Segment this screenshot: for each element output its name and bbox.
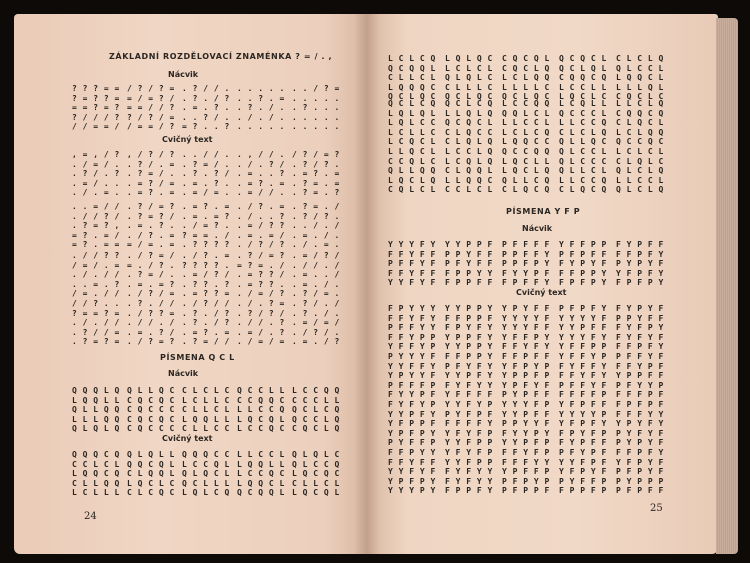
exercise-column: L C L C L C L Q L C Q L C L Q L L C C L Q L C L Q xyxy=(616,147,664,195)
section-heading-yfp: PÍSMENA Y F P xyxy=(506,207,581,216)
exercise-column: . / ? . = ? ? ? ? . . = / ? / . ? ? . ? . = ? ? = xyxy=(182,251,230,299)
exercise-column: Q C L C Q L L Q L Q Q C Q C L C L Q C C C L Q L Q xyxy=(445,99,493,147)
exercise-column: . / . ? = . ? / ? / . / / . ? . = / . ? . / = / = xyxy=(237,299,285,347)
exercise-column: . ? = . / . ? / ? . . . / . / . = . / . . / . = . xyxy=(292,202,340,250)
exercise-column: Y F Y F P Y Y F P P F Y F Y Y F Y F Y Y F P P F Y xyxy=(445,448,493,496)
exercise-column: Q L C C L Q L C C C Q L L C L L L C C Q C L Q C Q xyxy=(559,147,607,195)
exercise-column: Q C C L L C C Q Q C L L C C Q L Q C Q L L C C Q C xyxy=(237,386,285,434)
exercise-column: / ? / ? = = / = ? / = = / / ? ? / ? / = / = = / ? xyxy=(127,84,175,132)
exercise-column: . , / / . . / . ? / . = . . ? . = ? . = . = / / . xyxy=(237,150,285,198)
exercise-column: . / ? = / = . / ? . . ? = / . . = . = ? . / ? / = xyxy=(127,251,175,299)
page-number: 25 xyxy=(650,503,663,514)
exercise-column: F F P P Y P F Y F Y Y Y P F Y F Y F Y Y Y F F F F xyxy=(445,352,493,400)
exercise-column: P F P F Y Y Y Y Y F Y Y P F F Y Y Y F Y Y F F P P xyxy=(559,304,607,352)
exercise-column: . . / / . . ? = / . . ? . ? / . = . ? . . = / = . xyxy=(182,150,230,198)
exercise-column: L C L C Q Q C Q Q L C L L C L L Q Q Q C Q C L Q C xyxy=(388,54,436,102)
exercise-column: ? ? ? = = ? = ? ? = = = ? = ? ? / / / ? / / = = / xyxy=(72,84,120,132)
exercise-column: P Y Y Y F Y Y F F Y Y P Y Y F P F F F P F Y Y P F xyxy=(388,352,436,400)
exercise-column: . / / ? ? / = / . = . / . / / . . = . ? / = . / / xyxy=(72,251,120,299)
exercise-column: . / ? . = . / . . ? . = / ? ? . = . = / . / ? / ? xyxy=(237,202,285,250)
page-number: 24 xyxy=(84,511,97,522)
exercise-column: Q L L Q C C Q C Q C C Q C C C C Q C Q C C Q C C C xyxy=(127,386,175,434)
exercise-column: P F Y P F Y Y F P F Y F P Y F P Y F F P F P P F P xyxy=(559,448,607,496)
exercise-column: L C C L Q L C Q L Q C L Q Q L L L Q Q C C C L C L xyxy=(445,147,493,195)
subsection-label: Nácvik xyxy=(168,369,199,378)
exercise-column: F F P F F Y F P Y P Y P P F P Y P F Y F P Y P F F xyxy=(502,352,550,400)
exercise-column: Y Y F Y P P Y F P F F F F F Y Y F Y F P Y Y F P P xyxy=(445,400,493,448)
left-page xyxy=(14,14,366,554)
exercise-column: F F P F Y Y F P Y F P F P Y F P Y P P P P F P F F xyxy=(616,448,664,496)
exercise-column: F F P Y Y F F Y F F Y Y F Y F Y P F P Y Y Y Y P Y xyxy=(388,448,436,496)
subsection-label: Nácvik xyxy=(522,224,553,233)
exercise-column: L C C Q Q Q Q L C L L L C C L L C L C Q L Q Q C C xyxy=(502,99,550,147)
exercise-column: . ? . / / . / ? ? = . / / . / . = . ? / . / ? = ? xyxy=(127,299,175,347)
exercise-column: Y Y Y F Y F F Y F F P F F Y F F F Y F F Y Y F Y F xyxy=(388,240,436,288)
exercise-column: F Y F Y P Y Y P F Y Y F P P F Y P F P Y P Y F F P xyxy=(388,400,436,448)
exercise-column: / ? / = ? . ? / ? . . = ? . = . ? = . = . ? = . ? xyxy=(292,150,340,198)
exercise-column: Q C Q C L Q C L Q L C Q Q C Q L C C L L L Q C L C xyxy=(559,54,607,102)
exercise-column: F Y P Y F P P Y F F F Y F P Y F Y F Y F F F P F Y xyxy=(616,304,664,352)
exercise-column: L Q L Q C L C L C L Q L Q L C C L L L C Q C L Q C xyxy=(445,54,493,102)
exercise-column: . ? / / . . ? . / ? . = . ? . . . ? / . = ? . . ? xyxy=(182,84,230,132)
exercise-column: Y F F P P P F P F F F Y P Y F F F P P Y F P F P Y xyxy=(559,240,607,288)
exercise-column: L C Q L L Q C C C L L L C C Q C L C L Q Q L L Q C xyxy=(559,99,607,147)
exercise-column: , = , / ? . / = / . . ? / . ? . = / . . . / . = . xyxy=(72,150,120,198)
exercise-column: C L C L Q Q L C C L L Q Q C L L L L Q L C Q C L C xyxy=(616,54,664,102)
exercise-column: Y P Y F F Y Y Y Y F Y Y Y F F Y F F P Y F F Y F Y xyxy=(502,304,550,352)
exercise-column: Q L Q L L Q Q C Q L C L Q Q L L Q C L C C L C Q C xyxy=(127,450,175,498)
page-edges xyxy=(716,18,738,554)
exercise-column: F F Y F P F F F Y Y Y P F F P P F P Y P P F P P F xyxy=(502,448,550,496)
exercise-column: , / ? / ? . ? / . = . ? = / . . = ? / = . = ? . = xyxy=(127,150,175,198)
exercise-column: L L C L Q C Q Q C Q C L Q C L L C L Q Q Q C C Q C xyxy=(616,99,664,147)
page-heading: ZÁKLADNÍ ROZDĚLOVACÍ ZNAMÉNKA ? = / . , xyxy=(109,52,333,61)
exercise-column: P F F Y F F F Y P F Y P P F F P F Y Y P F F F P F xyxy=(616,352,664,400)
exercise-column: Q Q Q C Q C C L C L L Q Q C Q C L L Q Q L C L L L xyxy=(72,450,120,498)
exercise-column: . / ? / / . ? . / ? . ? . / ? . = ? . = . ? = / / xyxy=(182,299,230,347)
exercise-column: L L Q C L C C Q L C Q L L Q Q L Q C L Q C Q L C L xyxy=(388,147,436,195)
exercise-column: F P Y Y Y F F Y F Y P F F Y Y F F Y P P Y F F Y P xyxy=(388,304,436,352)
subsection-label: Nácvik xyxy=(168,70,199,79)
exercise-column: . . = / / . / / ? / . ? = ? , = ? . = / = ? . = = xyxy=(72,202,120,250)
exercise-column: / / ? . . ? = = ? = . / . / / . ? / / = . ? = ? = xyxy=(72,299,120,347)
exercise-column: Y Y P P Y F F P P F F P Y F Y Y P P F Y Y Y P P Y xyxy=(445,304,493,352)
exercise-column: L L C C L L Q Q L L L C C Q C L Q Q C L Q C Q Q L xyxy=(237,450,285,498)
exercise-column: Y Y P P F P P Y F F P F Y F F F P P Y Y F P P F F xyxy=(445,240,493,288)
exercise-column: F P F P F F F F Y Y Y P Y F Y P Y F Y F P Y P Y F xyxy=(616,400,664,448)
subsection-label: Cvičný text xyxy=(162,135,213,144)
exercise-column: Y F P F F Y Y Y Y P Y F P F Y F P Y F P F Y P F F xyxy=(559,400,607,448)
exercise-column: F Y P F F F F P F Y P Y P Y F Y F P F Y F P F P Y xyxy=(616,240,664,288)
exercise-column: . . / ? = . . . . . . ? . . . . . . . . . . . . . xyxy=(292,84,340,132)
subsection-label: Cvičný text xyxy=(162,434,213,443)
section-heading-qcl: PÍSMENA Q C L xyxy=(160,353,235,362)
exercise-column: . ? / . / . ? . / . . = / = / . / ? / . . = . / ? xyxy=(292,299,340,347)
exercise-column: Q Q Q L Q L Q Q L L Q L L Q Q L L L Q Q Q L Q L Q xyxy=(72,386,120,434)
open-book xyxy=(14,14,726,554)
exercise-column: L C C Q Q C C C L L Q C L C Q Q C C L Q C Q C L Q xyxy=(292,386,340,434)
exercise-column: Q C L C Q L Q L Q L L Q L C C L C L L C L C Q C L xyxy=(388,99,436,147)
exercise-column: . ? / = ? = ? = . / . = ? ? / . = ? ? . . / = / ? xyxy=(237,251,285,299)
exercise-column: . = / ? / . / / . / . = . . / . = . / . . ? / = . xyxy=(292,251,340,299)
exercise-column: Y Y Y F P Y Y P F F P P Y Y F F Y Y P Y Y Y P F P xyxy=(502,400,550,448)
exercise-column: P F F F F P P F F Y P P F P Y F Y Y P F F P F F Y xyxy=(502,240,550,288)
right-page xyxy=(366,14,718,554)
exercise-column: . = ? . = . = . = ? . / = ? . ? = = . / . ? ? ? ? xyxy=(182,202,230,250)
book-spine xyxy=(354,14,380,554)
exercise-column: C L C L C L C L L C C L L C L L Q Q L L C L L C C xyxy=(182,386,230,434)
subsection-label: Cvičný text xyxy=(516,288,567,297)
exercise-column: . . . . . . . ? . = . ? . / . . / . / . . . . . . xyxy=(237,84,285,132)
exercise-column: Q L Q L C Q L C C Q L Q C Q C C L L C L L Q C Q L xyxy=(292,450,340,498)
exercise-column: Y F F Y P F Y F F Y F F Y F Y P F F Y F F F F F P xyxy=(559,352,607,400)
exercise-column: C Q C Q L C Q C L Q L C L Q Q L L L L C Q C L Q C xyxy=(502,54,550,102)
exercise-column: Q C C Q Q L Q C L L L Q C L Q Q L L C Q C L Q C Q xyxy=(502,147,550,195)
exercise-column: . ? / = ? . ? = ? / . = . ? . . / ? . = = / = . = xyxy=(127,202,175,250)
exercise-column: Q Q Q C C L C C Q L Q L Q C L Q C L L L L Q L C Q xyxy=(182,450,230,498)
